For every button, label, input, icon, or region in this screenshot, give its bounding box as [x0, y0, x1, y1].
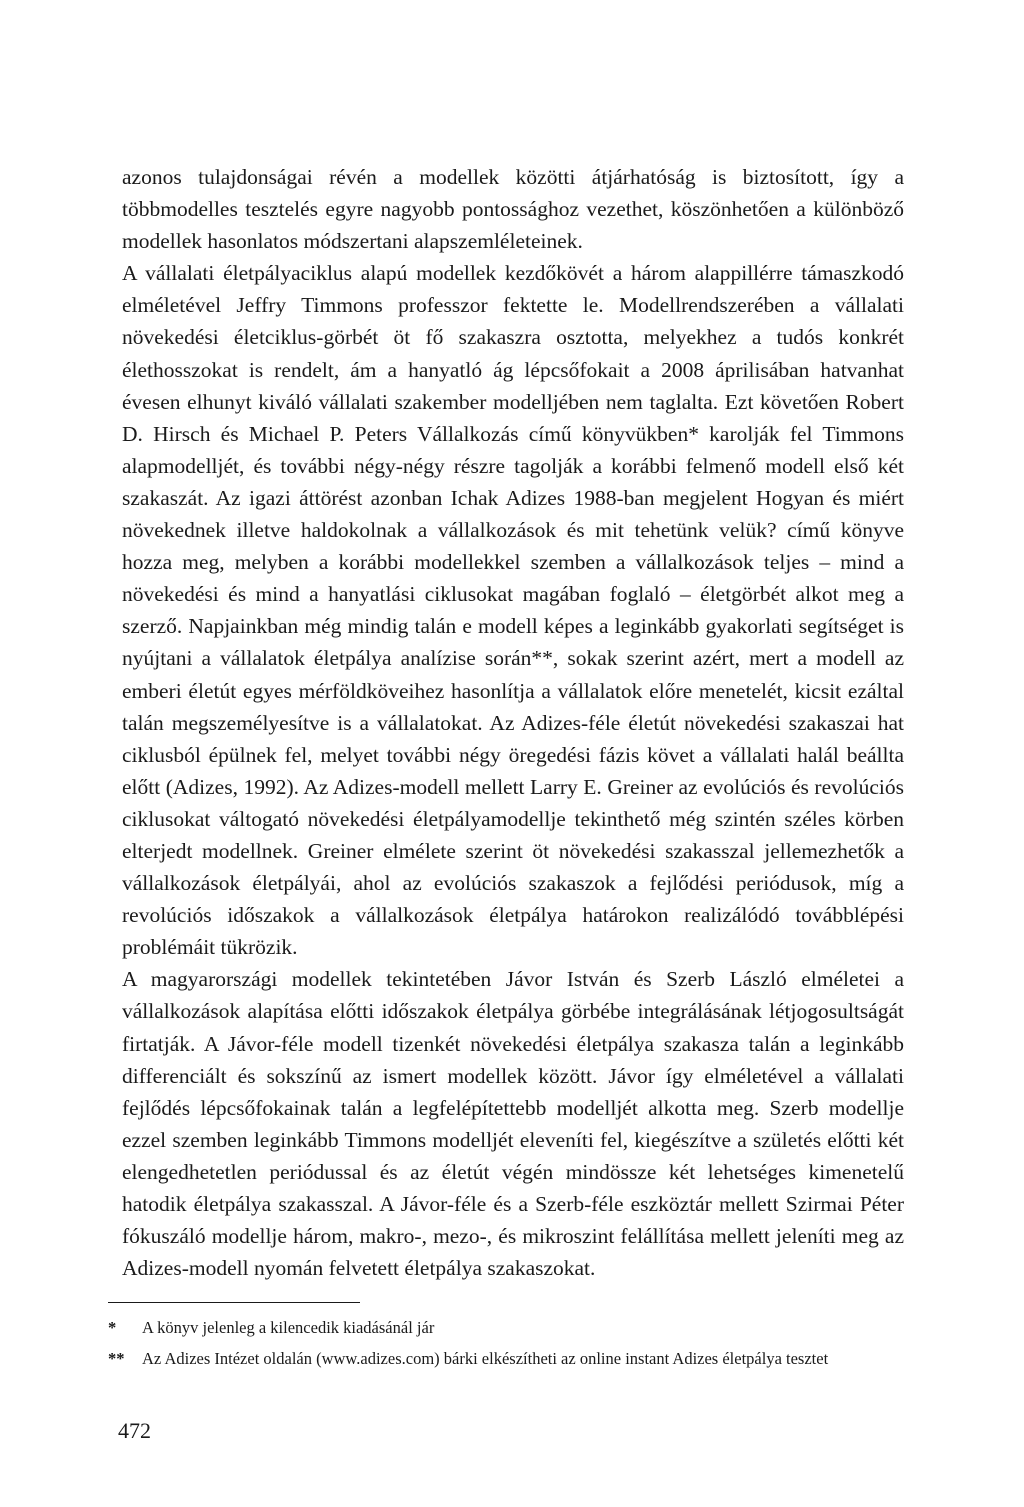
- paragraph-3: A magyarországi modellek tekintetében Jávor István és Szerb László elméletei a vállalkozások alapítása előtti időszakok életpálya görbébe integrálásának létjogosultságát firtatják. A Jávor-féle modell tizenkét növekedési életpálya szakasza talán a leginkább differenciált és sokszínű az ismert modellek között. Jávor így elméletével a vállalati fejlődés lépcsőfokainak talán a legfelépítettebb modelljét alkotta meg. Szerb modellje ezzel szemben leginkább Timmons modelljét eleveníti fel, kiegészítve a születés előtti két elengedhetetlen periódussal és az életút végén mindössze két lehetséges kimenetelű hatodik életpálya szakasszal. A Jávor-féle és a Szerb-féle eszköztár mellett Szirmai Péter fókuszáló modellje három, makro-, mezo-, és mikroszint felállítása mellett jeleníti meg az Adizes-modell nyomán felvetett életpálya szakaszokat.: [122, 967, 904, 1281]
- footnote-2: [108, 1346, 904, 1371]
- footnote-mark: **: [108, 1349, 125, 1368]
- footnote-1: [108, 1315, 904, 1340]
- paragraph-1: azonos tulajdonságai révén a modellek közötti átjárhatóság is biztosított, így a többmodelles tesztelés egyre nagyobb pontossághoz vezethet, köszönhetően a különböző modellek hasonlatos módszertani alapszemléleteinek.: [122, 165, 904, 254]
- body-text: [122, 161, 904, 1284]
- footnote-mark: *: [108, 1318, 117, 1337]
- footnote-text: A könyv jelenleg a kilencedik kiadásánál jár: [142, 1318, 435, 1337]
- footnote-text: Az Adizes Intézet oldalán (www.adizes.com) bárki elkészítheti az online instant Adizes életpálya tesztet: [142, 1349, 829, 1368]
- page-number: 472: [118, 1418, 151, 1443]
- footnotes: [108, 1315, 904, 1377]
- footnote-divider: [108, 1302, 360, 1303]
- paragraph-2: A vállalati életpályaciklus alapú modellek kezdőkövét a három alappillérre támaszkodó elméletével Jeffry Timmons professzor fektette le. Modellrendszerében a vállalati növekedési életciklus-görbét öt fő szakaszra osztotta, melyekhez a tudós konkrét élethosszokat is rendelt, ám a hanyatló ág lépcsőfokait a 2008 áprilisában hatvanhat évesen elhunyt kiváló vállalati szakember modelljében nem taglalta. Ezt követően Robert D. Hirsch és Michael P. Peters Vállalkozás című könyvükben* karolják fel Timmons alapmodelljét, és további négy-négy részre tagolják a korábbi felmenő modell első két szakaszát. Az igazi áttörést azonban Ichak Adizes 1988-ban megjelent Hogyan és miért növekednek illetve haldokolnak a vállalkozások és mit tehetünk velük? című könyve hozza meg, melyben a korábbi modellekkel szemben a vállalkozások teljes – mind a növekedési és mind a hanyatlási ciklusokat magában foglaló – életgörbét alkot meg a szerző. Napjainkban még mindig talán e modell képes a leginkább gyakorlati segítséget is nyújtani a vállalatok életpálya analízise során**, sokak szerint azért, mert a modell az emberi életút egyes mérföldköveihez hasonlítja a vállalatok előre menetelét, kicsit ezáltal talán megszemélyesítve is a vállalatokat. Az Adizes-féle életút növekedési szakaszai hat ciklusból épülnek fel, melyet további négy öregedési fázis követ a vállalati halál beállta előtt (Adizes, 1992). Az Adizes-modell mellett Larry E. Greiner az evolúciós és revolúciós ciklusokat váltogató növekedési életpályamodellje tekinthető még szintén széles körben elterjedt modellnek. Greiner elmélete szerint öt növekedési szakasszal jellemezhetők a vállalkozások életpályái, ahol az evolúciós szakaszok a fejlődési periódusok, míg a revolúciós időszakok a vállalkozások életpálya határokon realizálódó továbblépési problémáit tükrözik.: [122, 261, 904, 960]
